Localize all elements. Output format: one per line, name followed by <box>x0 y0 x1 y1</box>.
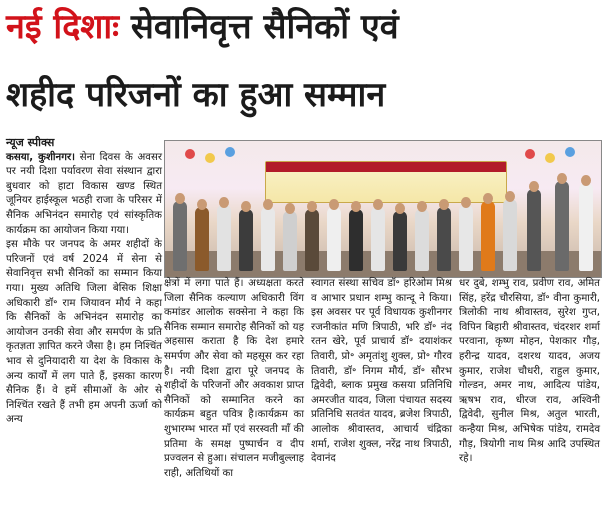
article-column-3: स्वागत संस्था सचिव डॉ॰ हरिओम मिश्र व आभार प्रधान शम्भु कान्दू ने किया। इस अवसर पर पूर्व विधायक कुशीनगर रजनीकांत मणि त्रिपाठी, भरि डॉ॰ नंद रतन खेरे, पूर्व प्राचार्य डॉ॰ दयाशंकर तिवारी, प्रो॰ अमृतांशु शुक्ल, प्रो॰ गौरव तिवारी, डॉ॰ निगम मौर्य, डॉ॰ सौरभ द्विवेदी, ब्लाक प्रमुख कसया प्रतिनिधि अमरजीत यादव, जिला पंचायत सदस्य प्रतिनिधि सतवंत यादव, ब्रजेश त्रिपाठी, आलोक श्रीवास्तव, आचार्य चंद्रिका शर्मा, राजेश शुक्ल, नरेंद्र नाथ त्रिपाठी, देवानंद <box>311 278 452 465</box>
event-photo <box>164 140 602 278</box>
headline-text-1: सेवानिवृत्त सैनिकों एवं <box>130 7 399 47</box>
byline-place: कसया, कुशीनगर। <box>6 151 75 163</box>
paragraph-1 <box>6 151 162 239</box>
headline <box>0 0 606 132</box>
byline-source: न्यूज स्पीक्स <box>6 136 55 149</box>
article-column-1 <box>6 136 162 428</box>
headline-line-1 <box>6 7 399 47</box>
article-column-2: क्षेत्रों में लगा पाते हैं। अध्यक्षता करते जिला सैनिक कल्याण अधिकारी विंग कमांडर आलोक सक्सेना ने कहा कि सैनिक सम्मान समारोह सैनिकों को यह अहसास कराता है कि देश हमारे समर्पण और सेवा को महसूस कर रहा है। नयी दिशा द्वारा पूरे जनपद के शहीदों के परिजनों और अवकाश प्राप्त सैनिकों को सम्मानित करने का कार्यक्रम बहुत पवित्र है।कार्यक्रम का शुभारम्भ भारत माँ एवं सरस्वती माँ की प्रतिमा के समक्ष पुष्पार्चन व दीप प्रज्वलन से हुआ। संचालन मजीबुल्लाह राही, अतिथियों का <box>164 278 304 479</box>
headline-prefix: नई दिशाः <box>6 7 120 47</box>
article-column-4: धर दुबे, शम्भु राव, प्रवीण राव, अमित सिंह, हरेंद्र चौरसिया, डॉ॰ वीना कुमारी, त्रिलोकी नाथ श्रीवास्तव, सुरेश गुप्त, विपिन बिहारी श्रीवास्तव, चंदरशर शर्मा परवाना, कृष्ण मोहन, पेशकार गौड़, हरीन्द्र यादव, दशरथ यादव, अजय कुमार, राजेश चौधरी, राहुल कुमार, गोल्डन, अमर नाथ, आदित्य पांडेय, ऋषभ राव, धीरज राव, अश्विनी द्विवेदी, सुनील मिश्र, अतुल भारती, कन्हैया मिश्र, अभिषेक पांडेय, रामदेव गौड़, त्रियोगी नाथ मिश्र आदि उपस्थित रहे। <box>459 278 600 465</box>
event-banner <box>265 161 507 203</box>
paragraph-1-text: सेना दिवस के अवसर पर नयी दिशा पर्यावरण सेवा संस्थान द्वारा बुधवार को हाटा विकास खण्ड स्थित जूनियर हाईस्कूल भठही राजा के परिसर में सैनिक अभिनंदन समारोह एवं सांस्कृतिक कार्यक्रम का आयोजन किया गया। <box>6 151 162 236</box>
paragraph-2: इस मौके पर जनपद के अमर शहीदों के परिजनों एवं वर्ष 2024 में सेना से सेवानिवृत्त सभी सैनिकों का सम्मान किया गया। मुख्य अतिथि जिला बेसिक शिक्षा अधिकारी डॉ॰ राम जियावन मौर्य ने कहा कि सैनिकों के अभिनंदन समारोह का आयोजन उनकी सेवा और समर्पण के प्रति कृतज्ञता ज्ञापित करने जैसा है। हम निश्चिंत भाव से दुनियादारी या देश के विकास के अन्य कार्यों में लग पाते हैं, इसका कारण सैनिक हैं। वे हमें सीमाओं के ओर से निश्चिंत रखते हैं तभी हम अपनी ऊर्जा को अन्य <box>6 239 162 426</box>
headline-line-2: शहीद परिजनों का हुआ सम्मान <box>6 75 386 115</box>
